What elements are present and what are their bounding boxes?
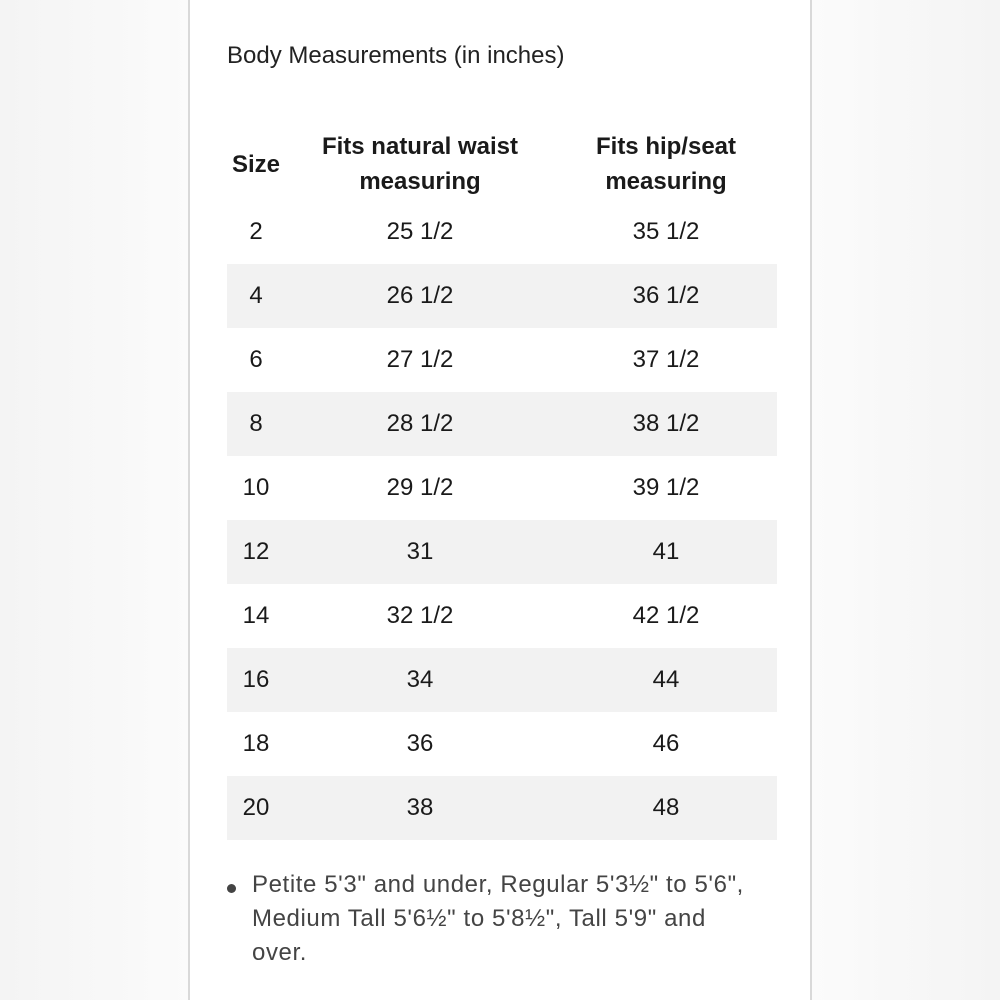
cell-hip: 46 — [652, 730, 680, 757]
cell-waist: 31 — [285, 520, 555, 584]
height-notes-list — [227, 868, 767, 970]
cell-hip: 36 1/2 — [555, 264, 777, 328]
table-row — [227, 648, 777, 712]
cell-hip: 37 1/2 — [632, 346, 700, 373]
cell-waist: 34 — [285, 648, 555, 712]
table-row — [227, 712, 777, 776]
cell-hip: 38 1/2 — [555, 392, 777, 456]
cell-size: 14 — [242, 602, 270, 629]
cell-size: 18 — [242, 730, 270, 757]
table-row — [227, 584, 777, 648]
cell-size: 12 — [227, 520, 285, 584]
background-left — [0, 0, 190, 1000]
cell-hip: 44 — [555, 648, 777, 712]
cell-hip: 39 1/2 — [632, 474, 700, 501]
cell-size: 10 — [242, 474, 270, 501]
cell-waist: 38 — [285, 776, 555, 840]
list-item — [227, 868, 767, 970]
cell-waist: 36 — [406, 730, 434, 757]
cell-size: 4 — [227, 264, 285, 328]
table-row — [227, 328, 777, 392]
size-chart-panel — [188, 0, 812, 1000]
note-text: Petite 5'3" and under, Regular 5'3½" to 5'6", Medium Tall 5'6½" to 5'8½", Tall 5'9" and over. — [252, 871, 744, 966]
header-hip: Fits hip/seat measuring — [595, 133, 737, 195]
cell-hip: 42 1/2 — [632, 602, 700, 629]
section-title: Body Measurements (in inches) — [227, 42, 565, 69]
table-row — [227, 200, 777, 264]
table-row — [227, 776, 777, 840]
table-row — [227, 456, 777, 520]
cell-hip: 41 — [555, 520, 777, 584]
cell-size: 16 — [227, 648, 285, 712]
cell-waist: 28 1/2 — [285, 392, 555, 456]
cell-waist: 26 1/2 — [285, 264, 555, 328]
table-row — [227, 392, 777, 456]
header-waist: Fits natural waist measuring — [321, 133, 519, 195]
table-body — [227, 200, 777, 840]
cell-hip: 48 — [555, 776, 777, 840]
cell-size: 20 — [227, 776, 285, 840]
cell-size: 8 — [227, 392, 285, 456]
cell-waist: 29 1/2 — [386, 474, 454, 501]
cell-size: 2 — [249, 218, 263, 245]
cell-waist: 27 1/2 — [386, 346, 454, 373]
cell-waist: 32 1/2 — [386, 602, 454, 629]
table-header-row — [227, 128, 777, 200]
cell-size: 6 — [249, 346, 263, 373]
table-row — [227, 520, 777, 584]
cell-waist: 25 1/2 — [386, 218, 454, 245]
table-row — [227, 264, 777, 328]
size-chart-table — [227, 128, 777, 840]
cell-hip: 35 1/2 — [632, 218, 700, 245]
background-right — [812, 0, 1000, 1000]
header-size: Size — [231, 150, 281, 178]
bullet-icon — [227, 884, 236, 893]
